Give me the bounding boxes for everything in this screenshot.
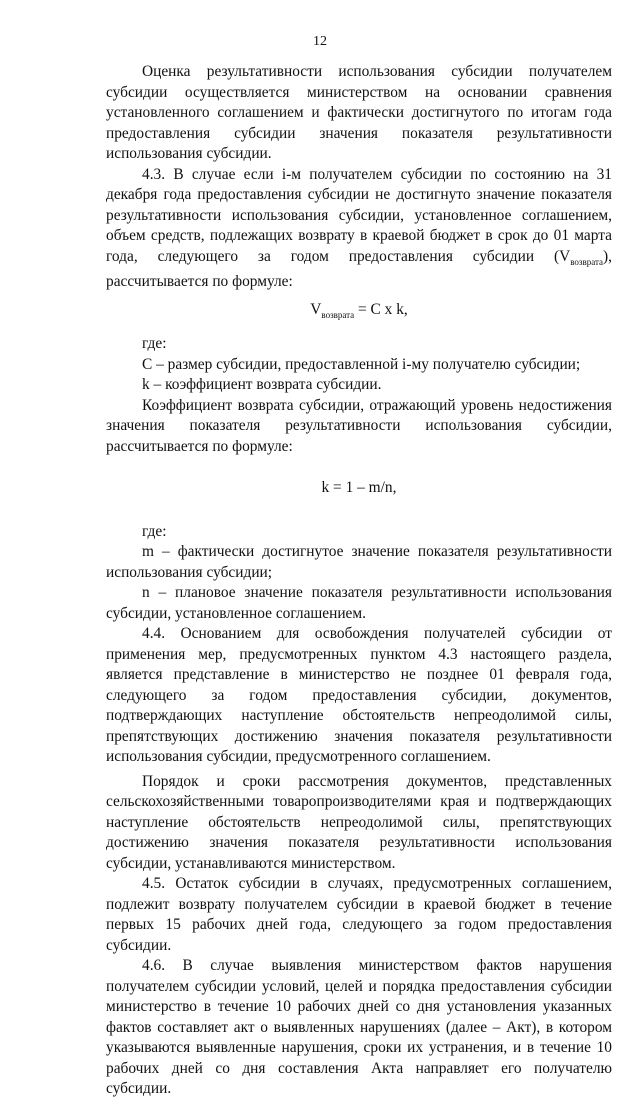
formula-coefficient: k = 1 – m/n,	[321, 479, 397, 497]
paragraph-4-3	[106, 165, 612, 293]
where-label-2: где:	[142, 522, 167, 540]
paragraph-4-3-text: 4.3. В случае если i-м получателем субсидии по состоянию на 31 декабря года предоставления субсидии не достигнуто значение показателя результативности использования субсидии, установленное соглашением, объем средств, подлежащих возврату в краевой бюджет в срок до 01 марта года, следующего за годом предоставления субсидии (V	[106, 165, 612, 265]
paragraph-evaluation: Оценка результативности использования субсидии получателем субсидии осуществляется министерством на основании сравнения установленного соглашением и фактически достигнутого по итогам года предоставления субсидии значения показателя результативности использования субсидии.	[106, 63, 612, 162]
spacer	[106, 508, 612, 522]
formula-1-v: V	[310, 300, 322, 318]
document-body	[106, 62, 612, 1100]
definition-k: k – коэффициент возврата субсидии.	[142, 376, 382, 394]
paragraph-4-3-subscript: возврата	[570, 256, 604, 267]
spacer	[106, 457, 612, 471]
paragraph-order: Порядок и сроки рассмотрения документов, представленных сельскохозяйственными товаропроизводителями края и подтверждающих наступление обстоятельств непреодолимой силы, препятствующих достижению значения показателя результативности использования субсидии, устанавливаются министерством.	[106, 772, 612, 872]
where-label-1: где:	[142, 335, 167, 353]
formula-1-subscript: возврата	[321, 309, 355, 320]
definition-c: C – размер субсидии, предоставленной i-му получателю субсидии;	[142, 355, 581, 373]
paragraph-4-6: 4.6. В случае выявления министерством фактов нарушения получателем субсидии условий, целей и порядка предоставления субсидии министерство в течение 10 рабочих дней со дня установления указанных фактов составляет акт о выявленных нарушениях (далее – Акт), в котором указываются выявленные нарушения, сроки их устранения, и в течение 10 рабочих дней со дня составления Акта направляет его получателю субсидии.	[106, 957, 612, 1098]
definition-n: n – плановое значение показателя результативности использования субсидии, установленное соглашением.	[106, 584, 612, 622]
paragraph-4-3-end: ), рассчитывается по формуле:	[106, 247, 612, 291]
formula-1-rest: = C x k,	[354, 300, 408, 318]
paragraph-4-4: 4.4. Основанием для освобождения получателей субсидии от применения мер, предусмотренных пунктом 4.3 настоящего раздела, является представление в министерство не позднее 01 февраля года, следующего за годом предоставления субсидии, документов, подтверждающих наступление обстоятельств непреодолимой силы, препятствующих достижению значения показателя результативности использования субсидии, предусмотренного соглашением.	[106, 625, 612, 766]
paragraph-coefficient: Коэффициент возврата субсидии, отражающий уровень недостижения значения показателя результативности использования субсидии, рассчитывается по формуле:	[106, 396, 612, 455]
paragraph-4-5: 4.5. Остаток субсидии в случаях, предусмотренных соглашением, подлежит возврату получателем субсидии в краевой бюджет в течение первых 15 рабочих дней года, следующего за годом предоставления субсидии.	[106, 875, 612, 954]
page-number: 12	[313, 34, 327, 49]
formula-return-volume	[106, 300, 612, 326]
definition-m: m – фактически достигнутое значение показателя результативности использования субсидии;	[106, 543, 612, 581]
